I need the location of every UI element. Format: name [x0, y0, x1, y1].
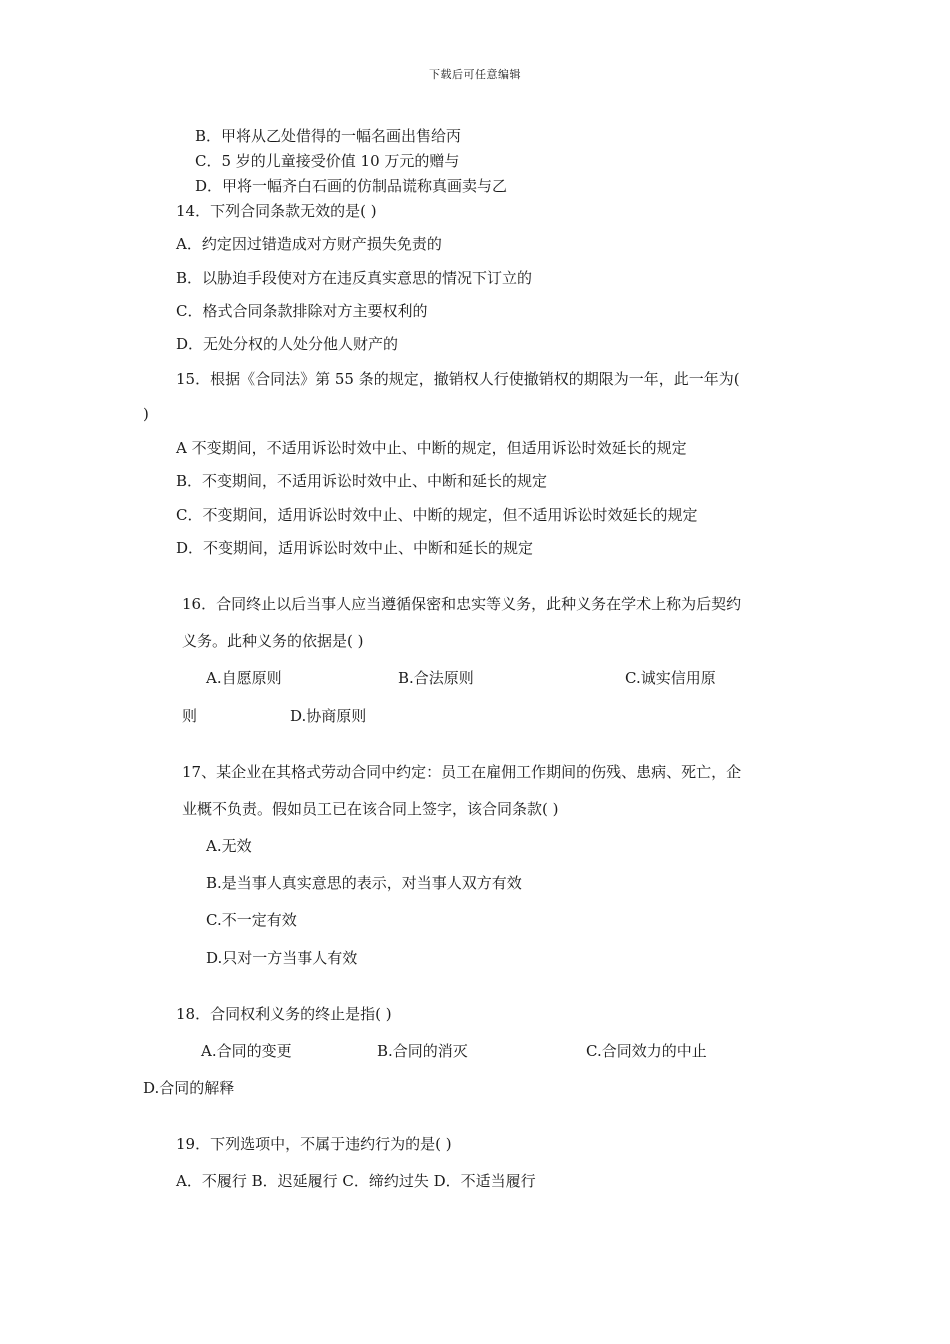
q16-option-c-continued: 则: [182, 707, 198, 725]
q16-option-c: C.诚实信用原: [625, 669, 716, 687]
q18-option-a: A.合同的变更: [201, 1042, 292, 1060]
q15-option-a: A 不变期间，不适用诉讼时效中止、中断的规定，但适用诉讼时效延长的规定: [176, 439, 687, 457]
q13-option-d: D．甲将一幅齐白石画的仿制品谎称真画卖与乙: [195, 177, 508, 195]
q14-option-a: A．约定因过错造成对方财产损失免责的: [176, 235, 442, 253]
q19-stem: 19．下列选项中，不属于违约行为的是( ): [176, 1135, 452, 1153]
q15-stem-line1: 15．根据《合同法》第 55 条的规定，撤销权人行使撤销权的期限为一年，此一年为(: [176, 370, 740, 388]
q16-option-a: A.自愿原则: [206, 669, 282, 687]
q15-stem-line2: ): [143, 405, 149, 423]
q16-option-d: D.协商原则: [290, 707, 367, 725]
q14-option-b: B．以胁迫手段使对方在违反真实意思的情况下订立的: [176, 269, 533, 287]
q18-option-d: D.合同的解释: [143, 1079, 235, 1097]
q14-option-d: D．无处分权的人处分他人财产的: [176, 335, 399, 353]
q16-option-b: B.合法原则: [398, 669, 474, 687]
q15-option-d: D．不变期间，适用诉讼时效中止、中断和延长的规定: [176, 539, 534, 557]
q18-option-c: C.合同效力的中止: [586, 1042, 707, 1060]
q17-stem-line2: 业概不负责。假如员工已在该合同上签字，该合同条款( ): [182, 800, 559, 818]
q14-option-c: C．格式合同条款排除对方主要权利的: [176, 302, 428, 320]
page-header: 下载后可任意编辑: [429, 68, 521, 81]
q17-option-a: A.无效: [206, 837, 252, 855]
q18-stem: 18．合同权利义务的终止是指( ): [176, 1005, 392, 1023]
q18-option-b: B.合同的消灭: [377, 1042, 468, 1060]
q14-stem: 14．下列合同条款无效的是( ): [176, 202, 377, 220]
q17-option-b: B.是当事人真实意思的表示，对当事人双方有效: [206, 874, 522, 892]
q17-option-c: C.不一定有效: [206, 911, 297, 929]
q13-option-b: B．甲将从乙处借得的一幅名画出售给丙: [195, 127, 462, 145]
q16-stem-line2: 义务。此种义务的依据是( ): [182, 632, 364, 650]
q13-option-c: C．5 岁的儿童接受价值 10 万元的赠与: [195, 152, 460, 170]
q16-stem-line1: 16．合同终止以后当事人应当遵循保密和忠实等义务，此种义务在学术上称为后契约: [182, 595, 742, 613]
q15-option-b: B．不变期间，不适用诉讼时效中止、中断和延长的规定: [176, 472, 548, 490]
q17-option-d: D.只对一方当事人有效: [206, 949, 358, 967]
q17-stem-line1: 17、某企业在其格式劳动合同中约定：员工在雇佣工作期间的伤残、患病、死亡，企: [182, 763, 742, 781]
q15-option-c: C．不变期间，适用诉讼时效中止、中断的规定，但不适用诉讼时效延长的规定: [176, 506, 698, 524]
q19-options: A．不履行 B．迟延履行 C．缔约过失 D．不适当履行: [176, 1172, 536, 1190]
